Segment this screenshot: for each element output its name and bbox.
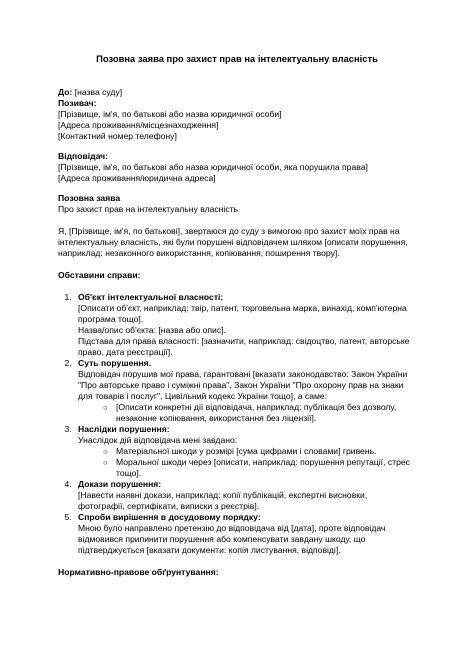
fact-sublist <box>78 402 416 424</box>
fact-subitem: ○ Моральної шкоди через [описати, наприклад: порушення репутації, стрес тощо]. <box>103 457 416 479</box>
facts-list <box>58 292 416 556</box>
plaintiff-name: [Прізвище, ім'я, по батькові або назва юридичної особи] <box>58 109 282 119</box>
fact-line: Відповідач порушив мої права, гарантовані [вказати законодавство: Закон України "Про авторське право і суміжні права", Закон України "Про охорону прав на знаки для товарів і послуг", Цивільний кодекс України тощо], а саме: <box>78 369 408 401</box>
fact-item <box>74 424 416 479</box>
document-title: Позовна заява про захист прав на інтелектуальну власність <box>96 53 378 64</box>
court-line <box>58 87 416 98</box>
court-block <box>58 87 416 142</box>
facts-heading: Обставини справи: <box>58 270 141 280</box>
claim-block <box>58 193 416 215</box>
plaintiff-label: Позивач: <box>58 98 97 108</box>
defendant-label: Відповідач: <box>58 151 109 161</box>
defendant-name: [Прізвище, ім'я, по батькові або назва юридичної особи, яка порушила права] <box>58 162 368 172</box>
fact-line: [Описати об'єкт, наприклад: твір, патент, торговельна марка, винахід, комп'ютерна програма тощо]. <box>78 303 407 324</box>
defendant-block <box>58 151 416 184</box>
claim-subject: Про захист прав на інтелектуальну власність <box>58 204 239 214</box>
defendant-address: [Адреса проживання/юридична адреса] <box>58 173 216 183</box>
fact-title: Спроби вирішення в досудовому порядку: <box>78 512 261 522</box>
fact-subitem: ○ Матеріальної шкоди у розмірі [сума цифрами і словами] гривень. <box>103 446 416 457</box>
court-value: [назва суду] <box>72 87 123 97</box>
fact-title: Наслідки порушення: <box>78 424 170 434</box>
fact-item <box>74 479 416 512</box>
fact-title: Об'єкт інтелектуальної власності: <box>78 292 224 302</box>
fact-sublist <box>78 446 416 479</box>
intro-paragraph: Я, [Прізвище, ім'я, по батькові], звертаюся до суду з вимогою про захист моїх прав на інтелектуальну власність, які були порушені відповідачем шляхом [описати порушення, наприклад: незаконного використання, копіювання, поширення твору]. <box>58 226 408 258</box>
fact-line: [Навести наявні докази, наприклад: копії публікацій, експертні висновки, фотографії, сертифікати, виписки з реєстрів]. <box>78 490 368 511</box>
fact-subitem: ○ [Описати конкретні дії відповідача, наприклад: публікація без дозволу, незаконне копіювання, використання без ліцензії]. <box>103 402 416 424</box>
fact-item <box>74 512 416 556</box>
legal-basis-heading: Нормативно-правове обґрунтування: <box>58 567 219 577</box>
fact-line: Назва/опис об'єкта: [назва або опис]. <box>78 325 226 335</box>
fact-item <box>74 292 416 358</box>
fact-line: Підстава для права власності: [зазначити, наприклад: свідоцтво, патент, авторське право, дата реєстрації]. <box>78 336 410 357</box>
fact-title: Суть порушення. <box>78 358 152 368</box>
fact-item <box>74 358 416 424</box>
plaintiff-phone: [Контактний номер телефону] <box>58 131 177 141</box>
fact-title: Докази порушення: <box>78 479 162 489</box>
court-label: До: <box>58 87 73 97</box>
fact-line: Мною було направлено претензію до відповідача від [дата], проте відповідач відмовився припинити порушення або компенсувати завдану шкоду, що підтверджується [вказати документи: копія листування, відповіді]. <box>78 523 386 555</box>
fact-line: Унаслідок дій відповідача мені завдано: <box>78 435 238 445</box>
plaintiff-address: [Адреса проживання/місцезнаходження] <box>58 120 219 130</box>
claim-label: Позовна заява <box>58 193 121 203</box>
